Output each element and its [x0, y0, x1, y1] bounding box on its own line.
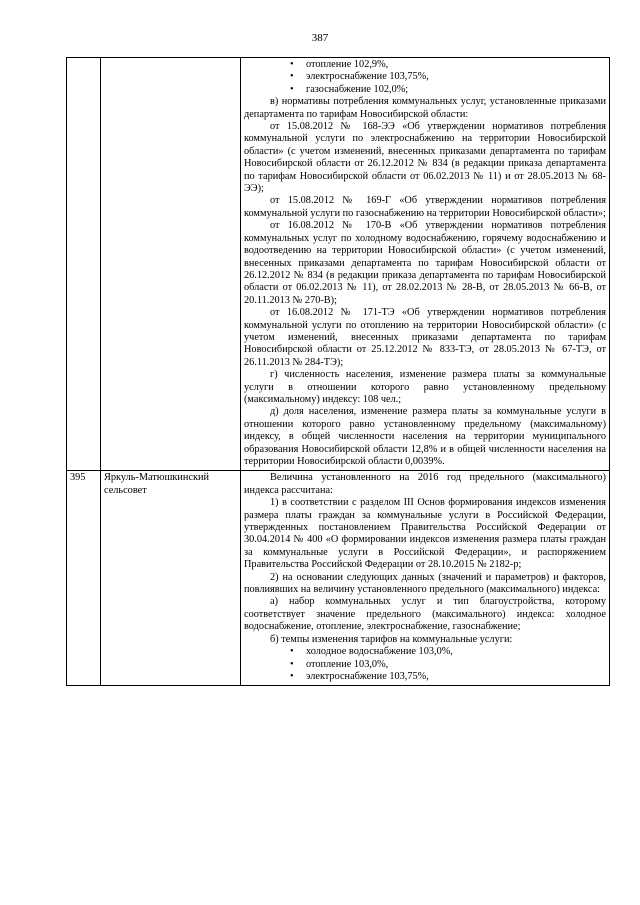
bullet-list [244, 59, 606, 96]
bullet-item [244, 71, 606, 83]
paragraph: а) набор коммунальных услуг и тип благоустройства, которому соответствует значение предельного (максимального) индекса: холодное водоснабжение, отопление, электроснабжение, газоснабжение; [244, 596, 606, 633]
table-row [67, 471, 610, 686]
tariff-table [66, 57, 610, 686]
bullet-text: электроснабжение 103,75%, [306, 670, 429, 682]
bullet-icon: • [290, 71, 294, 83]
bullet-text: холодное водоснабжение 103,0%, [306, 646, 453, 658]
bullet-item [244, 84, 606, 96]
municipality-name: Яркуль-Матюшкинский сельсовет [101, 471, 241, 686]
calculation-description [241, 471, 610, 686]
calculation-description [241, 58, 610, 471]
row-number [67, 58, 101, 471]
bullet-icon: • [290, 646, 294, 658]
row-number: 395 [67, 471, 101, 686]
bullet-icon: • [290, 670, 294, 682]
page-number: 387 [311, 32, 329, 44]
bullet-item [244, 646, 606, 658]
bullet-text: газоснабжение 102,0%; [306, 83, 409, 95]
bullet-icon: • [290, 59, 294, 70]
bullet-text: отопление 102,9%, [306, 59, 389, 70]
municipality-name [101, 58, 241, 471]
paragraph: в) нормативы потребления коммунальных услуг, установленные приказами департамента по тарифам Новосибирской области: [244, 96, 606, 120]
paragraph: от 16.08.2012 № 170-В «Об утверждении нормативов потребления коммунальных услуг по холодному водоснабжению, горячему водоснабжению и водоотведению на территории Новосибирской области» (с учетом изменений, внесенных приказами департамента по тарифам Новосибирской области от 26.12.2012 № 834 (в редакции приказа департамента по тарифам Новосибирской области от 06.02.2013 № 11), от 28.02.2013 № 28-В, от 28.05.2013 № 66-В, от 20.11.2013 № 270-В); [244, 220, 606, 306]
bullet-icon: • [290, 658, 294, 670]
bullet-item [244, 659, 606, 671]
bullet-text: отопление 103,0%, [306, 658, 389, 670]
table-row [67, 58, 610, 471]
paragraph: г) численность населения, изменение размера платы за коммунальные услуги в отношении которого равно установленному предельному (максимальному) индексу: 108 чел.; [244, 369, 606, 405]
bullet-item [244, 59, 606, 71]
paragraph: от 15.08.2012 № 168-ЭЭ «Об утверждении нормативов потребления коммунальной услуги по электроснабжению на территории Новосибирской области» (с учетом изменений, внесенных приказами департамента по тарифам Новосибирской области от 26.12.2012 № 834 (в редакции приказа департамента по тарифам Новосибирской области от 06.02.2013 № 11) и от 28.05.2013 № 68-ЭЭ); [244, 121, 606, 195]
paragraph: от 15.08.2012 № 169-Г «Об утверждении нормативов потребления коммунальной услуги по газоснабжению на территории Новосибирской области»; [244, 195, 606, 219]
paragraph: д) доля населения, изменение размера платы за коммунальные услуги в отношении которого равно установленному предельному (максимальному) индексу, в общей численности населения на территории муниципального образования Новосибирской области 12,8% и в общей численности населения на территории Новосибирской области 0,0039%. [244, 406, 606, 467]
paragraph: от 16.08.2012 № 171-ТЭ «Об утверждении нормативов потребления коммунальной услуги по отоплению на территории Новосибирской области» (с учетом изменений, внесенных приказами департамента по тарифам Новосибирской области от 25.12.2012 № 833-ТЭ, от 28.05.2013 № 67-ТЭ, от 26.11.2013 № 284-ТЭ); [244, 307, 606, 368]
table-body [67, 58, 610, 686]
bullet-item [244, 671, 606, 683]
paragraph: 1) в соответствии с разделом III Основ формирования индексов изменения размера платы граждан за коммунальные услуги в Российской Федерации, утвержденных постановлением Правительства Российской Федерации от 30.04.2014 № 400 «О формировании индексов изменения размера платы граждан за коммунальные услуги в Российской Федерации», и распоряжением Правительства Российской Федерации от 28.10.2015 № 2182-р; [244, 497, 606, 571]
bullet-text: электроснабжение 103,75%, [306, 71, 429, 83]
paragraph: 2) на основании следующих данных (значений и параметров) и факторов, повлиявших на величину установленного предельного (максимального) индекса: [244, 571, 606, 596]
bullet-icon: • [290, 83, 294, 95]
paragraph: Величина установленного на 2016 год предельного (максимального) индекса рассчитана: [244, 472, 606, 496]
bullet-list [244, 646, 606, 683]
paragraph: б) темпы изменения тарифов на коммунальные услуги: [270, 633, 513, 645]
